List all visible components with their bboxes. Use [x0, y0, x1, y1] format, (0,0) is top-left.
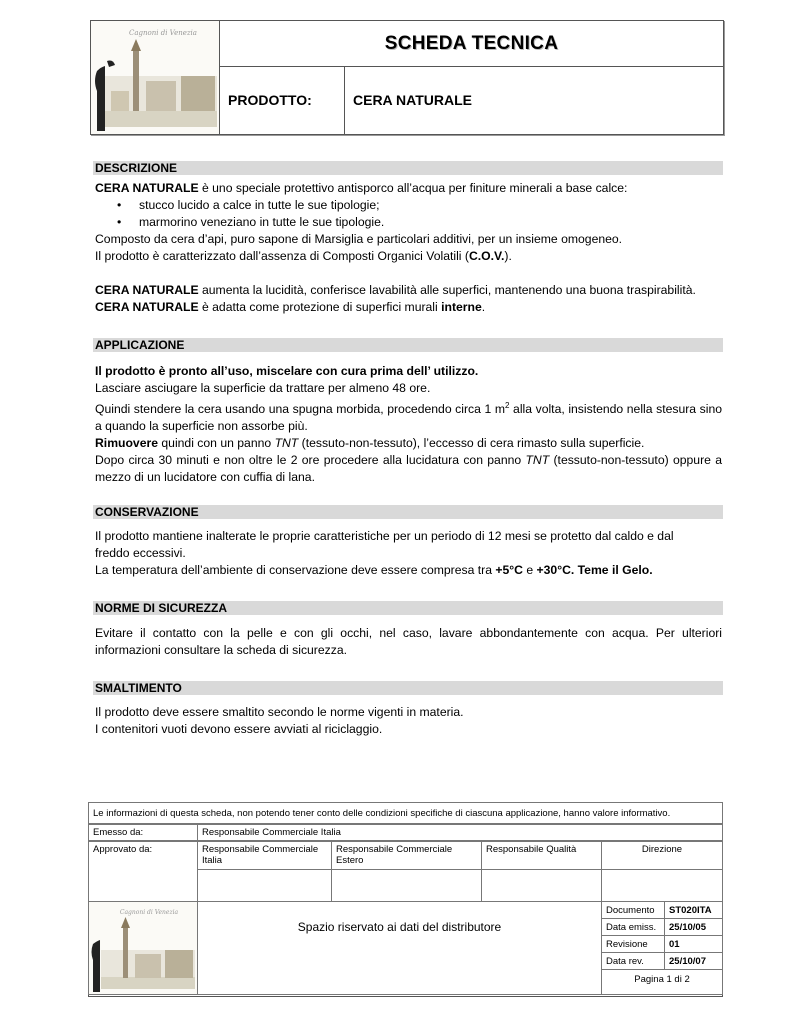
approvato-label: Approvato da:	[88, 841, 198, 902]
signature-3	[481, 869, 602, 902]
product-label: PRODOTTO:	[228, 92, 312, 108]
footer-logo-image	[89, 902, 197, 994]
section-body-conservazione: Il prodotto mantiene inalterate le proprie caratteristiche per un periodo di 12 mesi se protetto dal caldo e dal freddo eccessivi. La temperatura dell’ambiente di conservazione deve essere compresa tra +5°C e +30°C. Teme il Gelo.	[95, 529, 674, 577]
emesso-value: Responsabile Commerciale Italia	[197, 824, 723, 841]
section-heading-smaltimento: SMALTIMENTO	[93, 681, 723, 695]
doc-label-3: Revisione	[601, 935, 665, 953]
doc-label-1: Documento	[601, 901, 665, 919]
doc-value-1: ST020ITA	[664, 901, 723, 919]
doc-value-2: 25/10/05	[664, 918, 723, 936]
header-table	[90, 20, 724, 135]
signature-2	[331, 869, 482, 902]
signature-1	[197, 869, 332, 902]
section-body-smaltimento: Il prodotto deve essere smaltito secondo le norme vigenti in materia. I contenitori vuoti devono essere avviati al riciclaggio.	[95, 705, 464, 736]
section-body-descrizione: CERA NATURALE è uno speciale protettivo antisporco all’acqua per finiture minerali a base calce: • stucco lucido a calce in tutte le sue tipologie; • marmorino veneziano in tutte le sue tipologie. Composto da cera d’api, puro sapone di Marsiglia e particolari additivi, per un insieme omogeneo. Il prodotto è caratterizzato dall’assenza di Composti Organici Volatili (C.O.V.). CERA NATURALE aumenta la lucidità, conferisce lavabilità alle superfici, mantenendo una buona traspirabilità. CERA NATURALE è adatta come protezione di superfici murali interne.	[95, 180, 722, 316]
title-cell	[220, 21, 723, 67]
approver-3: Responsabile Qualità	[481, 841, 602, 870]
approver-1: Responsabile Commerciale Italia	[197, 841, 332, 870]
doc-value-4: 25/10/07	[664, 952, 723, 970]
section-heading-conservazione: CONSERVAZIONE	[93, 505, 723, 519]
distributor-cell: Spazio riservato ai dati del distributore	[197, 901, 602, 995]
doc-value-3: 01	[664, 935, 723, 953]
footer-logo-script-text: Cagnoni di Venezia	[119, 909, 179, 916]
page-title: SCHEDA TECNICA	[384, 33, 559, 54]
logo-script-text: Cagnoni di Venezia	[129, 29, 197, 37]
product-label-cell	[220, 67, 345, 134]
section-body-applicazione: Il prodotto è pronto all’uso, miscelare con cura prima dell’ utilizzo. Lasciare asciugare la superficie da trattare per almeno 48 ore. Quindi stendere la cera usando una spugna morbida, procedendo circa 1 $m^2$ alla volta, insistendo nella stesura sino a quando la superficie non assorbe più. Rimuovere quindi con un panno TNT (tessuto-non-tessuto), l’eccesso di cera rimasto sulla superficie. Dopo circa 30 minuti e non oltre le 2 ore procedere alla lucidatura con panno TNT (tessuto-non-tessuto) oppure a mezzo di un lucidatore con cuffia di lana.	[95, 364, 723, 485]
product-value: CERA NATURALE	[353, 92, 472, 108]
section-heading-descrizione: DESCRIZIONE	[93, 161, 723, 175]
disclaimer-cell: Le informazioni di questa scheda, non potendo tener conto delle condizioni specifiche di ciascuna applicazione, hanno valore informativo.	[88, 802, 723, 824]
signature-4	[601, 869, 723, 902]
approver-4: Direzione	[601, 841, 723, 870]
doc-label-4: Data rev.	[601, 952, 665, 970]
company-logo	[91, 21, 220, 134]
list-item: • stucco lucido a calce in tutte le sue tipologie;	[95, 197, 722, 214]
footer-logo-cell	[88, 901, 198, 995]
section-heading-sicurezza: NORME DI SICUREZZA	[93, 601, 723, 615]
list-item: • marmorino veneziano in tutte le sue tipologie.	[95, 214, 722, 231]
product-value-cell	[345, 67, 723, 134]
page-number: Pagina 1 di 2	[601, 969, 723, 995]
venice-logo-image	[91, 21, 219, 134]
doc-label-2: Data emiss.	[601, 918, 665, 936]
section-heading-applicazione: APPLICAZIONE	[93, 338, 723, 352]
approver-2: Responsabile Commerciale Estero	[331, 841, 482, 870]
emesso-label: Emesso da:	[88, 824, 198, 841]
section-body-sicurezza: Evitare il contatto con la pelle e con gli occhi, nel caso, lavare abbondantemente con acqua. Per ulteriori informazioni consultare la scheda di sicurezza.	[95, 626, 722, 657]
